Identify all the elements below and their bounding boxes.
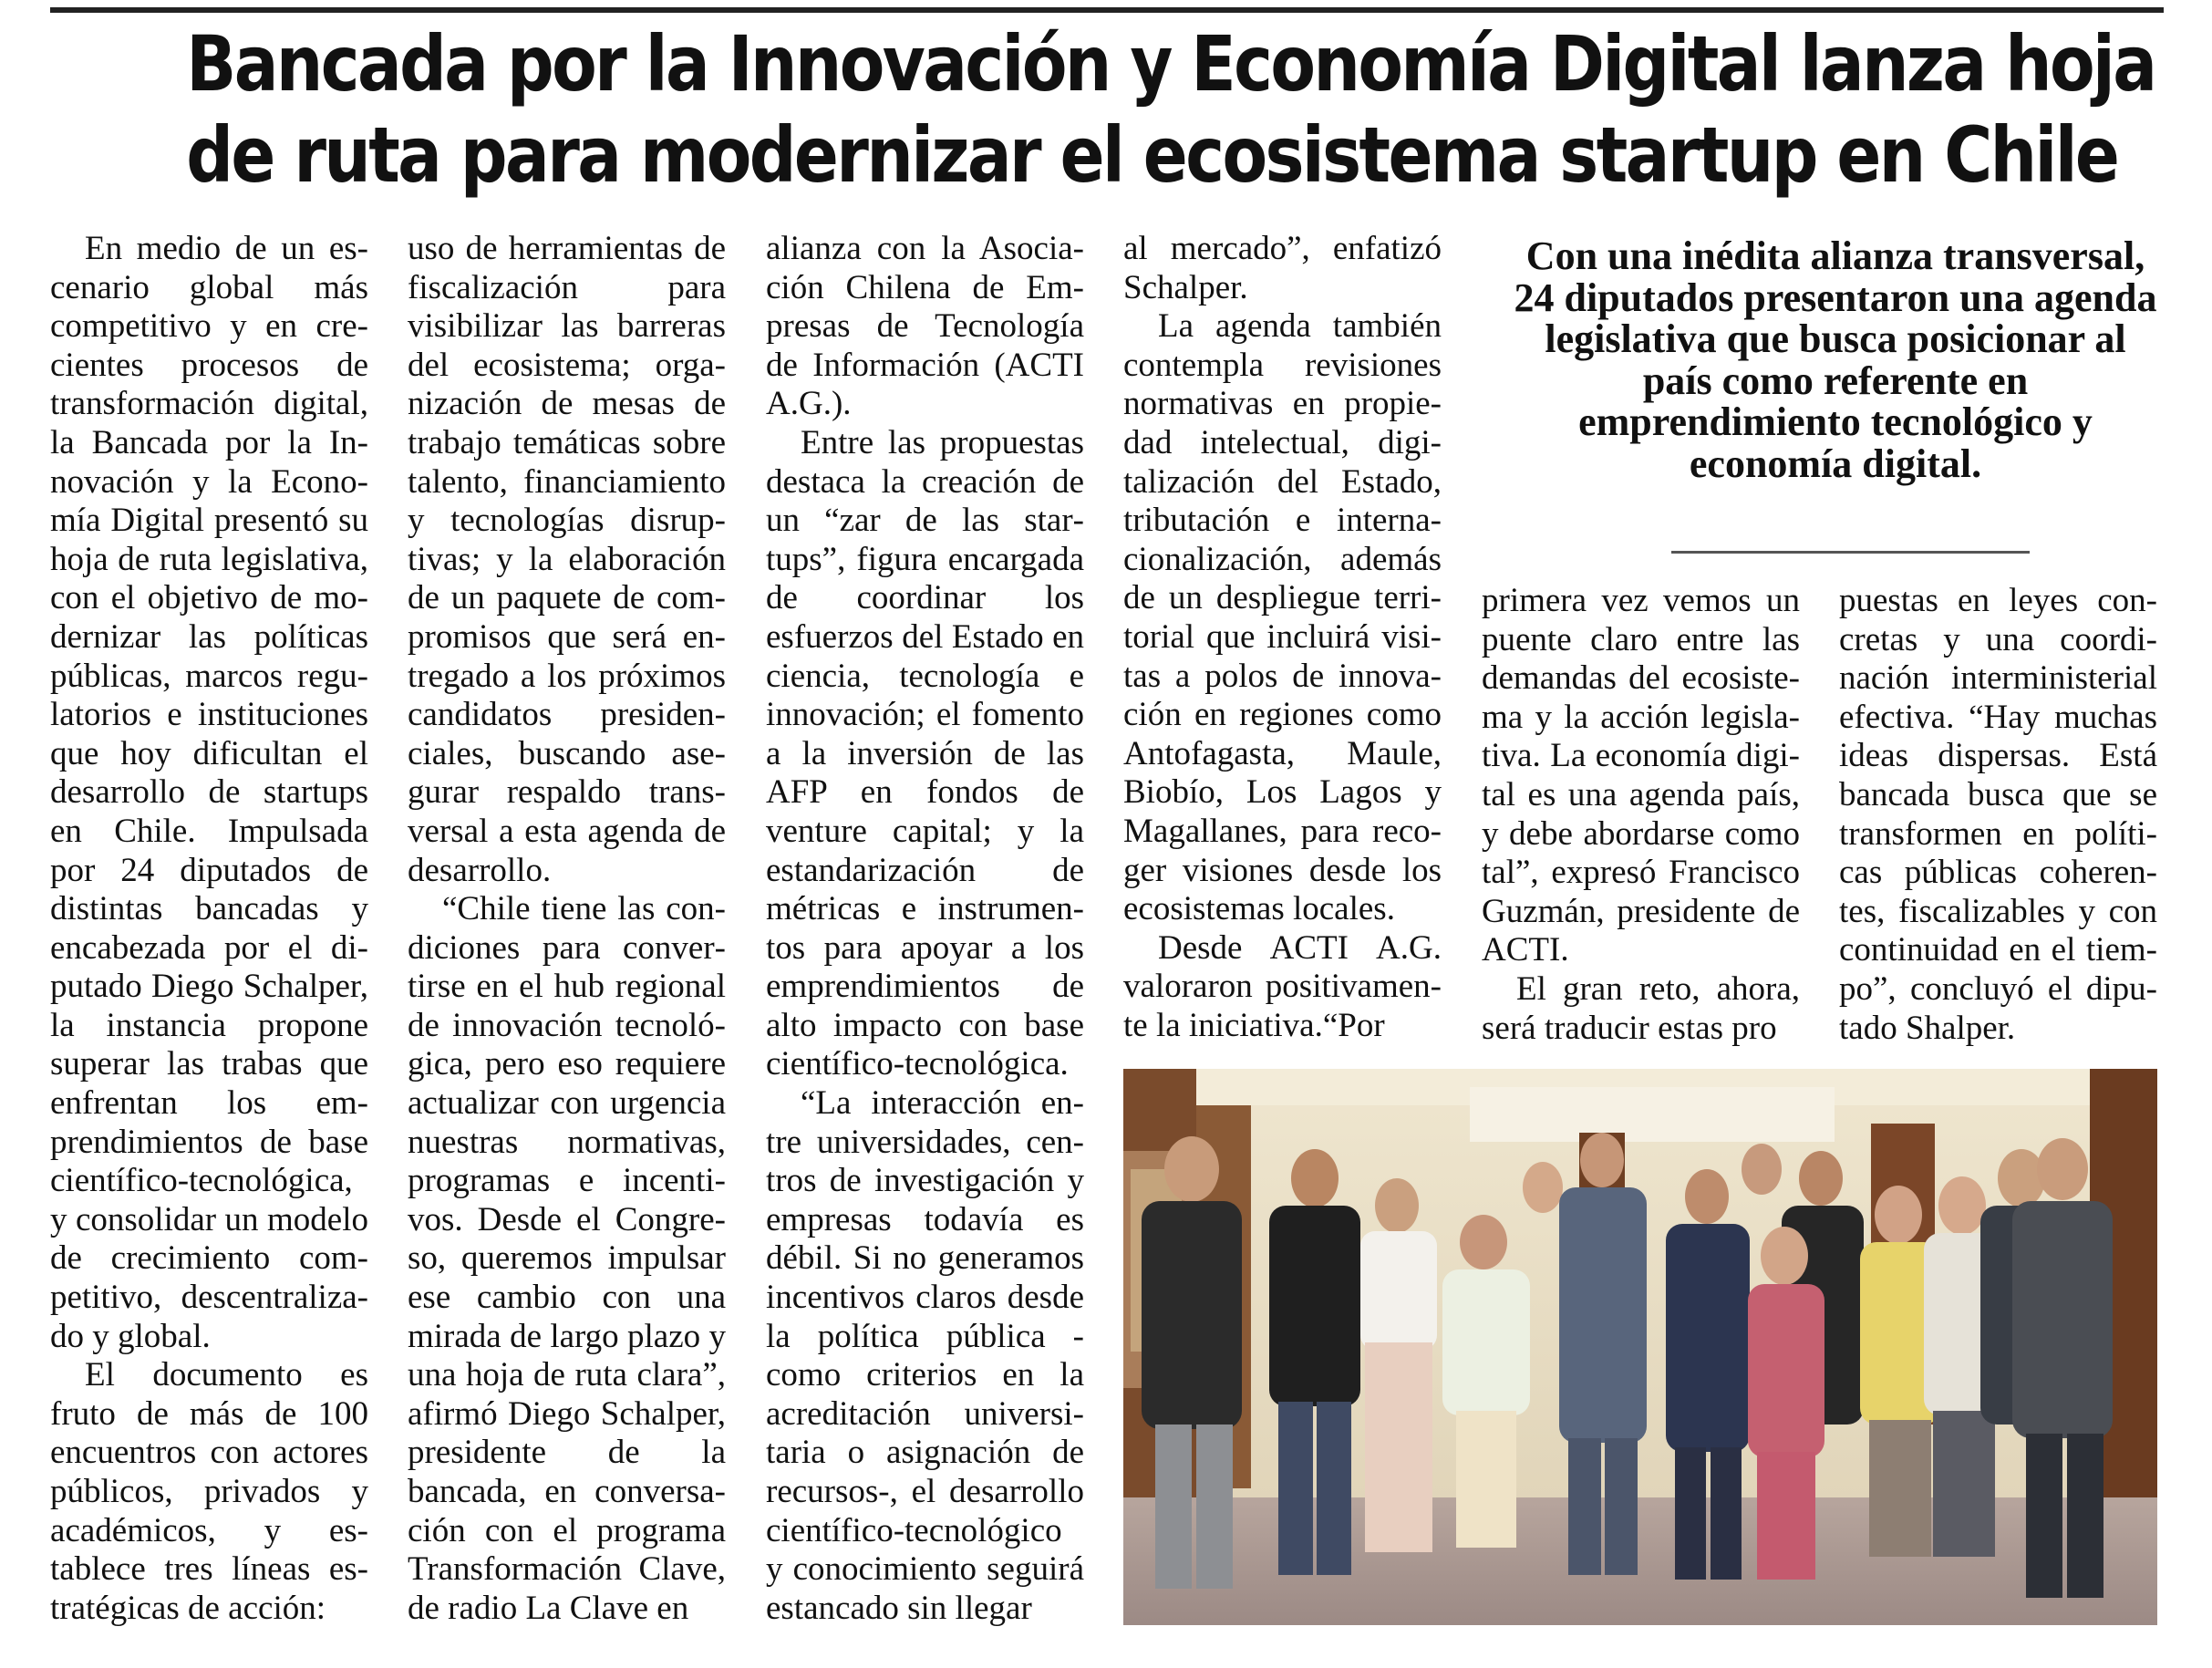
top-rule — [50, 7, 2164, 13]
paragraph: puestas en leyes concretas y una coordinación interministerial efectiva. “Hay muchas ideas dispersas. Está bancada busca que se transformen en políticas públicas coherentes, fiscalizables y con continuidad en el tiempo”, concluyó el diputado Shalper. — [1839, 582, 2157, 1047]
paragraph: uso de herramientas de fiscalización para visibilizar las barreras del ecosistema; organización de mesas de trabajo temáticas sobre talento, financiamiento y tecnologías disruptivas; y la elaboración de un paquete de compromisos que será entregado a los próximos candidatos presidenciales, buscando asegurar respaldo transversal a esta agenda de desarrollo. — [408, 230, 726, 889]
paragraph: El documento es fruto de más de 100 encuentros con actores públicos, privados y académicos, y establece tres líneas estratégicas de acción: — [50, 1356, 368, 1627]
paragraph: Desde ACTI A.G. valoraron positivamente la iniciativa.“Por — [1123, 928, 1442, 1044]
paragraph: “Chile tiene las condiciones para convertirse en el hub regional de innovación tecnológica, pero eso requiere actualizar con urgencia nuestras normativas, programas e incentivos. Desde el Congreso, queremos impulsar ese cambio con una mirada de largo plazo y una hoja de ruta clara”, afirmó Diego Schalper, presidente de la bancada, en conversación con el programa Transformación Clave, de radio La Clave en — [408, 890, 726, 1627]
headline-line-2: de ruta para modernizar el ecosistema startup en Chile — [186, 110, 2118, 200]
paragraph: alianza con la Asociación Chilena de Empresas de Tecnología de Información (ACTI A.G.). — [766, 230, 1084, 423]
article-column-1 — [50, 230, 368, 1628]
headline-line-1: Bancada por la Innovación y Economía Digital lanza hoja — [186, 19, 2155, 109]
article-column-2 — [408, 230, 726, 1628]
paragraph: al mercado”, enfatizó Schalper. — [1123, 230, 1442, 306]
paragraph: “La interacción entre universidades, centros de investigación y empresas todavía es débil. Si no generamos incentivos claros desde la política pública - como criterios en la acreditación universitaria o asignación de recursos-, el desarrollo científico-tecnológico y conocimiento seguirá estancado sin llegar — [766, 1084, 1084, 1627]
article-column-5 — [1482, 582, 1800, 1048]
headline — [186, 18, 2155, 201]
paragraph: En medio de un escenario global más competitivo y en crecientes procesos de transformación digital, la Bancada por la Innovación y la Economía Digital presentó su hoja de ruta legislativa, con el objetivo de modernizar las políticas públicas, marcos regulatorios e instituciones que hoy dificultan el desarrollo de startups en Chile. Impulsada por 24 diputados de distintas bancadas y encabezada por el diputado Diego Schalper, la instancia propone superar las trabas que enfrentan los emprendimientos de base científico-tecnológica, y consolidar un modelo de crecimiento competitivo, descentralizado y global. — [50, 230, 368, 1355]
paragraph: El gran reto, ahora, será traducir estas pro — [1482, 969, 1800, 1047]
article-column-6 — [1839, 582, 2157, 1048]
group-photo — [1123, 1069, 2157, 1625]
group-photo-illustration — [1123, 1069, 2157, 1625]
paragraph: primera vez vemos un puente claro entre las demandas del ecosistema y la acción legislativa. La economía digital es una agenda país, y debe abordarse como tal”, expresó Francisco Guzmán, presidente de ACTI. — [1482, 582, 1800, 969]
paragraph: Entre las propuestas destaca la creación de un “zar de las startups”, figura encargada de coordinar los esfuerzos del Estado en ciencia, tecnología e innovación; el fomento a la inversión de las AFP en fondos de venture capital; y la estandarización de métricas e instrumentos para apoyar a los emprendimientos de alto impacto con base científico-tecnológica. — [766, 423, 1084, 1083]
article-column-3 — [766, 230, 1084, 1628]
paragraph: La agenda también contempla revisiones normativas en propiedad intelectual, digitalización del Estado, tributación e internacionalización, además de un despliegue territorial que incluirá visitas a polos de innovación en regiones como Antofagasta, Maule, Biobío, Los Lagos y Magallanes, para recoger visiones desde los ecosistemas locales. — [1123, 307, 1442, 928]
deck-divider — [1671, 551, 2030, 554]
article-column-4 — [1123, 230, 1442, 1045]
article-deck: Con una inédita alianza transversal, 24 diputados presentaron una agenda legislativa que busca posicionar al país como referente en emprendimiento tecnológico y economía digital. — [1514, 233, 2157, 486]
